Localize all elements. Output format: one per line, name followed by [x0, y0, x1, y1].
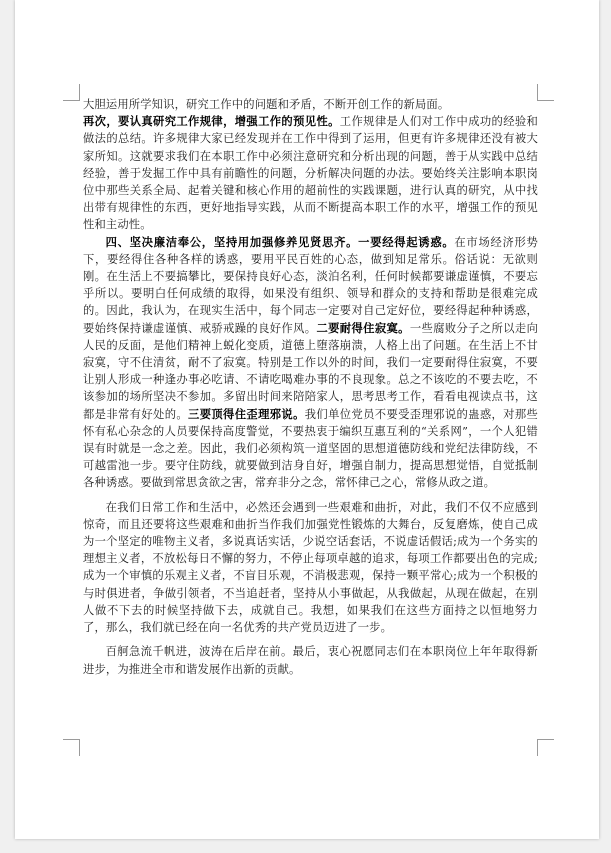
- crop-mark-bottom-right: [537, 739, 554, 756]
- subpoint-2-heading: 二要耐得住寂寞。: [316, 320, 410, 335]
- document-page: [15, 0, 599, 839]
- paragraph-4-text: 在我们日常工作和生活中，必然还会遇到一些艰难和曲折，对此，我们不仅不应感到惊奇，而且还要将这些艰难和曲折当作我们加强党性锻炼的大舞台，反复磨炼，使自己成为一个坚定的唯物主义者，多说真话实话，少说空话套话，不说虚话假话;成为一个务实的理想主义者，不放松每日不懈的努力，不停止每项卓越的追求，每项工作都要出色的完成;成为一个审慎的乐观主义者，不盲目乐观，不消极悲观，保持一颗平常心;成为一个积极的与时俱进者，争做引领者，不当追赶者，坚持从小事做起，从我做起，从现在做起，在别人做不下去的时候坚持做下去，成就自己。我想，如果我们在这些方面持之以恒地努力了，那么，我们就已经在向一名优秀的共产党员迈进了一步。: [83, 500, 538, 635]
- subpoint-1-heading: 一要经得起诱惑。: [358, 234, 455, 249]
- subpoint-3-text: 我们单位党员不要受歪理邪说的蛊惑，对那些怀有私心杂念的人员要保持高度警觉，不要热衷于编织互惠互利的“关系网”，一个人犯错误有时就是一念之差。因此，我们必须构筑一道坚固的思想道德防线和党纪法律防线，不可越雷池一步。要守住防线，就要做到洁身自好，增强自制力，提高思想觉悟，自觉抵制各种诱惑。要做到常思贪欲之害，常弃非分之念，常怀律己之心，常修从政之道。: [83, 407, 538, 490]
- section-4-heading: 四、坚决廉洁奉公，坚持用加强修养见贤思齐。: [105, 234, 359, 249]
- paragraph-2-text: 工作规律是人们对工作中成功的经验和做法的总结。许多规律大家已经发现并在工作中得到了运用，但更有许多规律还没有被大家所知。这就要求我们在本职工作中必须注意研究和分析出现的问题，善于从实践中总结经验，善于发掘工作中具有前瞻性的问题，分析解决问题的办法。要始终关注影响本职岗位中那些关系全局、起着关键和核心作用的超前性的实践课题，进行认真的研究，从中找出带有规律性的东西，更好地指导实践，从而不断提高本职工作的水平，增强工作的预见性和主动性。: [83, 115, 538, 232]
- paragraph-1: [83, 96, 538, 113]
- paragraph-3: [83, 234, 538, 492]
- crop-mark-bottom-left: [63, 739, 80, 756]
- paragraph-1-text: 大胆运用所学知识，研究工作中的问题和矛盾，不断开创工作的新局面。: [83, 98, 450, 111]
- paragraph-5: [83, 643, 538, 677]
- subpoint-1-text: 在市场经济形势下，要经得住各种各样的诱惑，要用平民百姓的心态，做到知足常乐。俗话说：无欲则刚。在生活上不要搞攀比，要保持良好心态，淡泊名利，任何时候都要谦虚谨慎，不要忘乎所以。要明白任何成绩的取得，如果没有组织、领导和群众的支持和帮助是很难完成的。因此，我认为，在现实生活中，每个同志一定要对自己定好位，要经得起种种诱惑，要始终保持谦虚谨慎、戒骄戒躁的良好作风。: [83, 235, 538, 335]
- subpoint-2-text: 一些腐败分子之所以走向人民的反面，是他们精神上蜕化变质，道德上堕落崩溃，人格上出了问题。在生活上不甘寂寞，守不住清贫，耐不了寂寞。特别是工作以外的时间，我们一定要耐得住寂寞，不要让别人形成一种逢办事必吃请、不请吃喝难办事的不良现象。总之不该吃的不要去吃，不该参加的场所坚决不参加。多留出时间来陪陪家人，思考思考工作，看看电视读点书，这都是非常有好处的。: [83, 321, 539, 421]
- crop-mark-top-left: [63, 84, 80, 101]
- crop-mark-top-right: [537, 84, 554, 101]
- document-body[interactable]: [83, 96, 538, 678]
- paragraph-2: [83, 113, 538, 233]
- subpoint-3-heading: 三要顶得住歪理邪说。: [188, 406, 305, 421]
- paragraph-5-text: 百舸急流千帆进，波涛在后岸在前。最后，衷心祝愿同志们在本职岗位上年年取得新进步，为推进全市和谐发展作出新的贡献。: [83, 645, 538, 676]
- paragraph-4: [83, 499, 538, 637]
- paragraph-2-heading: 再次，要认真研究工作规律，增强工作的预见性。: [83, 114, 340, 129]
